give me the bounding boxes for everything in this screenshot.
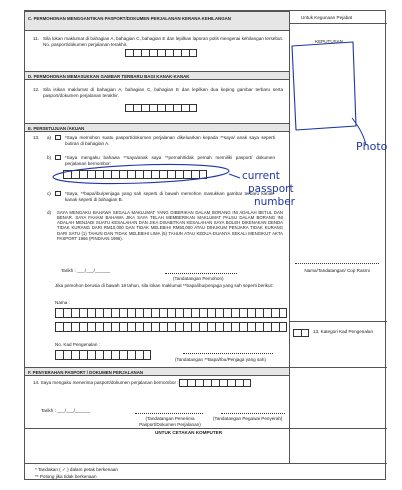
item-13d-declaration: SAYA MENGAKU BAHAWA SEGALA MAKLUMAT YANG DIBERIKAN DALAM BORANG INI ADALAH BETUL DAN BENAR. SAYA FAHAM BAHAWA JIKA SAYA TELAH MEMBERIKAN MAKLUMAT PALSU DALAM BORANG INI ADALAH MENJADI SUATU KESALAHAN DAN JIKA DISABITKAN KESALAHAN SAYA BOLEH DIKENAKAN DENDA TIDAK KURANG DARI RM10,000 DAN TIDAK MELEBIHI RM50,000 ATAU DIHUKUM PENJARA TIDAK KURANG DARI SATU (1) TAHUN DAN TIDAK MELEBIHI LIMA (5) TAHUN ATAU KEDUA-DUANYA SEKALI MENGIKUT AKTA PASPORT 1966 (PINDAAN 1996). xyxy=(57,210,283,241)
item-12-text: Sila isikan maklumat di bahagian A, bahagian C, bahagian E dan lepilkan dua keping gambar terbaru serta pasport/dokumen perjalanan terakhir. xyxy=(43,87,283,98)
item-13a-label: a) xyxy=(47,135,52,140)
tarikh-pemohon[interactable]: Tarikh : ___/___/______ xyxy=(61,268,111,273)
section-d-title: D. PERMOHONAN MEMASUKKAN GAMBAR TERBARU BAGI KANAK-KANAK xyxy=(28,73,190,79)
photo-annotation: Photo xyxy=(356,140,388,153)
item-14-text: 14. Saya mengaku menerima pasport/dokumen perjalanan bernombor : xyxy=(33,380,179,385)
guardian-instruction: Jika pemohon berusia di bawah 18 tahun, sila lokan maklumat **bapa/ibu/penjaga yang sah seperti berikut: xyxy=(55,283,274,288)
section-e-title: E. PERSETUJUAN /AKUAN xyxy=(28,125,85,131)
kad-category-label: 13. Kategori Kad Pengenalan xyxy=(313,329,374,334)
computer-use-label: UNTUK CETAKAN KOMPUTER xyxy=(155,430,223,435)
number-annotation: number xyxy=(254,196,295,208)
current-annotation: current xyxy=(242,170,280,182)
applicant-signature-label: (Tandatangan Pemohon) xyxy=(173,276,224,281)
guardian-name-label: Nama : xyxy=(55,300,70,305)
item-13a-text: *Saya memohon suatu pasport/dokumen perjalanan dikeluarkan kepada **saya/ anak saya seperti butiran di bahagian A. xyxy=(65,135,275,146)
officer-signature-label: (Tandatangan Pegawai Penyerah) xyxy=(213,416,283,421)
passport-annotation: passport xyxy=(248,183,294,195)
footnote-2: ** Potong jika tidak berkenaan xyxy=(35,474,97,479)
footnote-1: * Tandakan ( ✓ ) dalam petak berkenaan xyxy=(35,467,118,472)
item-13d-label: d) xyxy=(47,210,52,215)
section-f-title: F. PENYERAHAN PASPORT / DOKUMEN PERJALANAN xyxy=(28,369,144,375)
office-use-header: Untuk Kegunaan Pejabat xyxy=(301,15,353,20)
item-13b-text: *Saya mengaku bahawa **saya/anak saya **pernah/tidak pernah memiliki pasport/ dokumen perjalanan bernombor: xyxy=(65,155,275,166)
item-11-number: 11. xyxy=(33,36,40,41)
passport-number-circle xyxy=(53,162,230,186)
tarikh-penyerahan[interactable]: Tarikh : ___/___/______ xyxy=(41,408,91,413)
item-13c-text: *Saya, **bapa/ibu/penjaga yang sah seperti di bawah memohon masukkan gambar terbaru kanak-kanak seperti di bahagian B. xyxy=(65,191,275,202)
keputusan-label: KEPUTUSAN xyxy=(315,39,344,44)
guardian-ic-label: No. Kad Pengenalan : xyxy=(55,342,100,347)
official-signature-label: Nama/Tandatangan/ Cop Rasmi xyxy=(304,268,370,273)
item-11-text: Sila lokan maklumat di bahagian A, bahagian C, bahagian E dan lepilkan laporan polis mengenai kehilangan tersebut. No. pasport/dokumen perjalanan terakhir. xyxy=(43,36,283,47)
receiver-signature-label: (Tandatangan Penerima Pasport/Dokumen Perjalanan) xyxy=(139,416,201,427)
guardian-signature-label: (Tandatangan **Bapa/Ibu/Penjaga yang sah) xyxy=(175,357,266,362)
section-c-title: C. PERMOHONAN MENGGANTIKAN PASPORT/DOKUMEN PERJALANAN KERANA KEHILANGAN xyxy=(28,16,231,21)
item-13b-label: b) xyxy=(47,155,52,160)
item-13c-label: c) xyxy=(47,191,51,196)
item-12-number: 12. xyxy=(33,87,40,92)
current-arrow-line xyxy=(229,174,240,178)
photo-box-outline xyxy=(292,42,356,130)
item-13-number: 13. xyxy=(33,135,40,140)
